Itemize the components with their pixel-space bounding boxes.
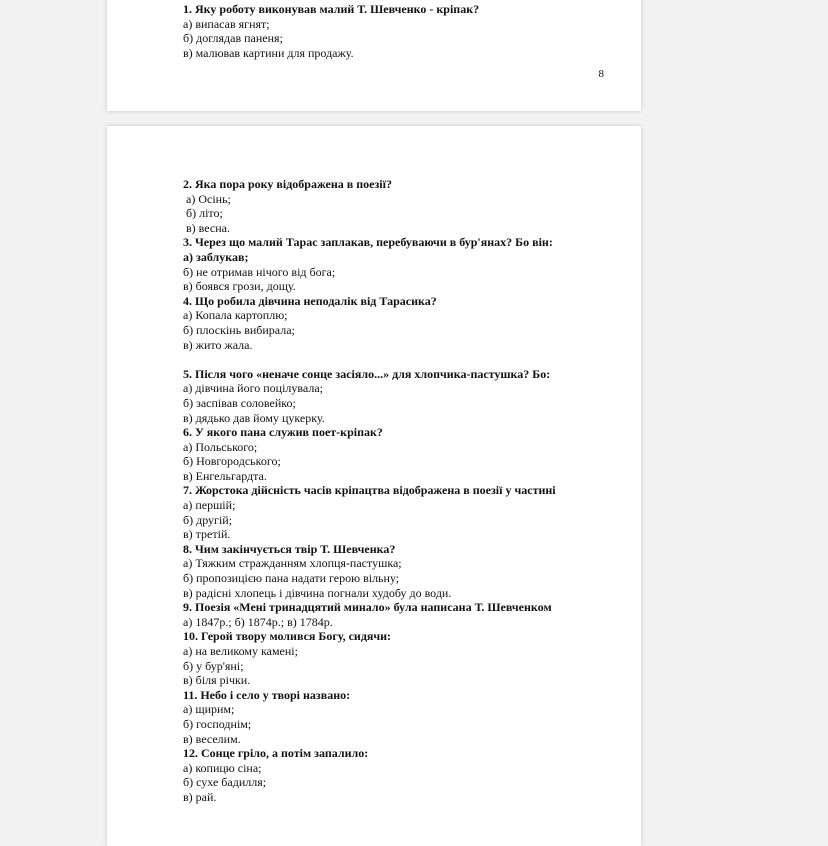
- question-4-option-a: а) Копала картоплю;: [183, 308, 288, 323]
- question-2-option-a: а) Осінь;: [186, 191, 231, 206]
- question-4-option-b: б) плоскінь вибирала;: [183, 322, 295, 337]
- question-1: 1. Яку роботу виконував малий Т. Шевченко - кріпак?: [183, 2, 480, 16]
- question-8: 8. Чим закінчується твір Т. Шевченка?: [183, 541, 396, 556]
- question-7-option-c: в) третій.: [183, 527, 231, 542]
- question-4-option-c: в) жито жала.: [183, 337, 253, 352]
- question-12-option-a: а) копицю сіна;: [183, 760, 262, 775]
- blank-line: [183, 352, 603, 367]
- question-3-option-b: б) не отримав нічого від бога;: [183, 264, 336, 279]
- page-1-content: [183, 2, 603, 60]
- question-1-option-a: а) випасав ягнят;: [183, 16, 270, 31]
- question-11-option-b: б) господнім;: [183, 716, 252, 731]
- document-page-1: [107, 0, 641, 111]
- question-5-option-b: б) заспівав соловейко;: [183, 395, 296, 410]
- question-6-option-b: б) Новгородського;: [183, 454, 281, 469]
- question-11-option-a: а) щирим;: [183, 702, 235, 717]
- question-12-option-b: б) сухе бадилля;: [183, 775, 267, 790]
- question-8-option-c: в) радісні хлопець і дівчина погнали худобу до води.: [183, 585, 452, 600]
- question-4: 4. Що робила дівчина неподалік від Тарасика?: [183, 293, 437, 308]
- question-5-option-a: а) дівчина його поцілувала;: [183, 381, 323, 396]
- question-2: 2. Яка пора року відображена в поезії?: [183, 177, 392, 191]
- question-1-option-b: б) доглядав паненя;: [183, 31, 283, 46]
- question-5: 5. Після чого «неначе сонце засіяло...» для хлопчика-пастушка? Бо:: [183, 366, 551, 381]
- question-11: 11. Небо і село у творі названо:: [183, 687, 351, 702]
- question-7-option-b: б) другій;: [183, 512, 233, 527]
- document-page-2: [107, 126, 641, 846]
- question-2-option-b: б) літо;: [186, 206, 223, 221]
- question-8-option-b: б) пропозицією пана надати герою вільну;: [183, 571, 400, 586]
- question-6-option-a: а) Польського;: [183, 439, 258, 454]
- question-11-option-c: в) веселим.: [183, 731, 241, 746]
- page-number: 8: [598, 68, 604, 80]
- question-2-option-c: в) весна.: [186, 220, 230, 235]
- question-7-option-a: а) першій;: [183, 498, 236, 513]
- page-2-content: [183, 177, 603, 805]
- question-6: 6. У якого пана служив поет-кріпак?: [183, 425, 383, 440]
- question-10-option-c: в) біля річки.: [183, 673, 251, 688]
- question-9: 9. Поезія «Мені тринадцятий минало» була написана Т. Шевченком: [183, 600, 552, 615]
- question-12-option-c: в) рай.: [183, 789, 217, 804]
- question-5-option-c: в) дядько дав йому цукерку.: [183, 410, 325, 425]
- question-3: 3. Через що малий Тарас заплакав, перебуваючи в бур'янах? Бо він:: [183, 235, 553, 250]
- question-1-option-c: в) малював картини для продажу.: [183, 45, 354, 60]
- question-10-option-b: б) у бур'яні;: [183, 658, 244, 673]
- question-6-option-c: в) Енгельгардта.: [183, 468, 267, 483]
- question-10: 10. Герой твору молився Богу, сидячи:: [183, 629, 392, 644]
- question-7: 7. Жорстока дійсність часів кріпацтва відображена в поезії у частині: [183, 483, 556, 498]
- question-10-option-a: а) на великому камені;: [183, 644, 298, 658]
- question-8-option-a: а) Тяжким стражданням хлопця-пастушка;: [183, 556, 402, 571]
- question-9-options: а) 1847р.; б) 1874р.; в) 1784р.: [183, 614, 333, 629]
- question-3-option-c: в) боявся грози, дощу.: [183, 279, 296, 294]
- question-12: 12. Сонце гріло, а потім запалило:: [183, 746, 369, 761]
- question-3-option-a: а) заблукав;: [183, 249, 249, 264]
